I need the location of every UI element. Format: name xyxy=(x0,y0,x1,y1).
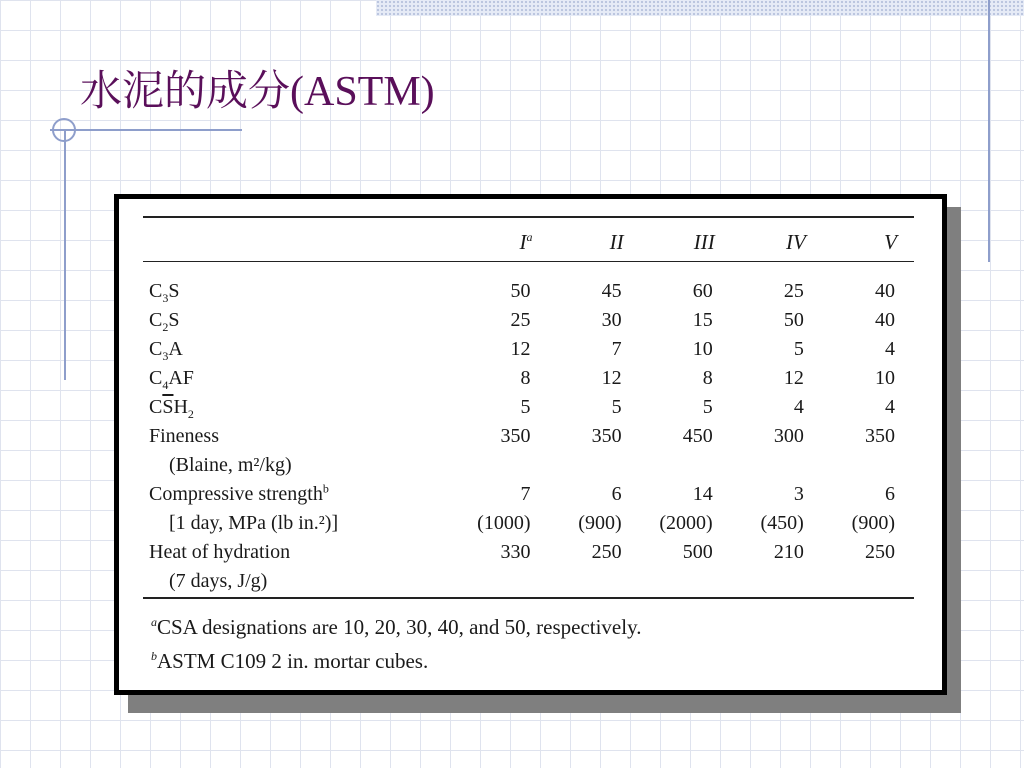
value-cell: 4 xyxy=(885,338,895,360)
value-cell: (450) xyxy=(760,512,804,534)
header-type-2: II xyxy=(609,229,624,254)
value-cell: (2000) xyxy=(659,512,713,534)
value-cell: 14 xyxy=(692,483,713,505)
row-label: Heat of hydration xyxy=(149,541,291,563)
bottom-rule xyxy=(143,597,914,599)
value-cell: 60 xyxy=(692,280,713,302)
value-cell: 5 xyxy=(520,396,531,418)
header-type-4: IV xyxy=(786,229,806,254)
value-cell: 5 xyxy=(793,338,804,360)
footnote-a: $^a$CSA designations are 10, 20, 30, 40, and 50, respectively. xyxy=(151,615,642,639)
value-cell: 3 xyxy=(793,483,804,505)
footnotes xyxy=(151,615,641,683)
value-cell: 10 xyxy=(875,367,895,389)
row-sublabel: (7 days, J/g) xyxy=(169,570,268,592)
value-cell: 25 xyxy=(510,309,531,331)
slide-title: 水泥的成分(ASTM) xyxy=(80,69,435,115)
row-heat-of-hydration xyxy=(143,538,909,567)
row-c3a xyxy=(143,335,909,364)
value-cell: 350 xyxy=(865,425,895,447)
value-cell: 12 xyxy=(510,338,531,360)
value-cell: 7 xyxy=(611,338,622,360)
header-blank xyxy=(143,221,453,263)
value-cell: 250 xyxy=(591,541,622,563)
row-fineness xyxy=(143,422,909,451)
cement-composition-table xyxy=(143,221,909,596)
top-rule xyxy=(143,216,914,218)
value-cell: 450 xyxy=(682,425,713,447)
value-cell: 6 xyxy=(611,483,622,505)
row-label: Fineness xyxy=(149,425,219,447)
header-row xyxy=(143,221,909,263)
value-cell: 12 xyxy=(783,367,804,389)
row-label: $C_3S$ xyxy=(149,280,180,305)
value-cell: (900) xyxy=(851,512,895,534)
row-csh2 xyxy=(143,393,909,422)
value-cell: 5 xyxy=(702,396,713,418)
cement-composition-table-frame xyxy=(114,194,947,695)
value-cell: 330 xyxy=(500,541,531,563)
top-decorative-band xyxy=(376,0,1024,16)
value-cell: (1000) xyxy=(477,512,531,534)
value-cell: 30 xyxy=(601,309,622,331)
footnote-marker-b: b xyxy=(322,481,329,496)
value-cell: 350 xyxy=(500,425,531,447)
value-cell: 5 xyxy=(611,396,622,418)
row-label: Compressive strength$^b$ xyxy=(149,481,329,505)
value-cell: 7 xyxy=(520,483,531,505)
value-cell: 300 xyxy=(773,425,804,447)
row-c2s xyxy=(143,306,909,335)
value-cell: 10 xyxy=(692,338,713,360)
value-cell: 8 xyxy=(520,367,531,389)
value-cell: 4 xyxy=(793,396,804,418)
value-cell: 210 xyxy=(773,541,804,563)
row-fineness-unit xyxy=(143,451,909,480)
row-label: $C\overline{S}H_2$ xyxy=(149,396,194,421)
value-cell: 25 xyxy=(783,280,804,302)
value-cell: 40 xyxy=(875,280,895,302)
value-cell: 50 xyxy=(783,309,804,331)
row-label: $C_4AF$ xyxy=(149,367,194,392)
value-cell: 50 xyxy=(510,280,531,302)
value-cell: 8 xyxy=(702,367,713,389)
footnote-b: $^b$ASTM C109 2 in. mortar cubes. xyxy=(151,649,429,673)
value-cell: (900) xyxy=(578,512,622,534)
value-cell: 45 xyxy=(601,280,622,302)
row-c3s xyxy=(143,263,909,306)
row-c4af xyxy=(143,364,909,393)
row-compressive-strength-unit xyxy=(143,509,909,538)
row-sublabel: [1 day, MPa (lb in.²)] xyxy=(169,512,339,534)
header-type-5: V xyxy=(884,229,897,254)
header-type-1: $I^a$ xyxy=(519,229,533,254)
decorative-right-line xyxy=(988,0,990,262)
value-cell: 6 xyxy=(885,483,895,505)
value-cell: 40 xyxy=(875,309,895,331)
footnote-marker-a: a xyxy=(526,229,533,244)
value-cell: 250 xyxy=(865,541,895,563)
value-cell: 500 xyxy=(682,541,713,563)
decorative-left-line xyxy=(64,130,66,380)
header-type-3: III xyxy=(693,229,715,254)
value-cell: 12 xyxy=(601,367,622,389)
row-compressive-strength xyxy=(143,480,909,509)
value-cell: 4 xyxy=(885,396,895,418)
value-cell: 15 xyxy=(692,309,713,331)
row-label: $C_2S$ xyxy=(149,309,180,334)
row-label: $C_3A$ xyxy=(149,338,183,363)
title-underline xyxy=(50,129,242,131)
row-heat-of-hydration-unit xyxy=(143,567,909,596)
decorative-ring xyxy=(52,118,76,142)
value-cell: 350 xyxy=(591,425,622,447)
row-sublabel: (Blaine, m²/kg) xyxy=(169,454,292,476)
